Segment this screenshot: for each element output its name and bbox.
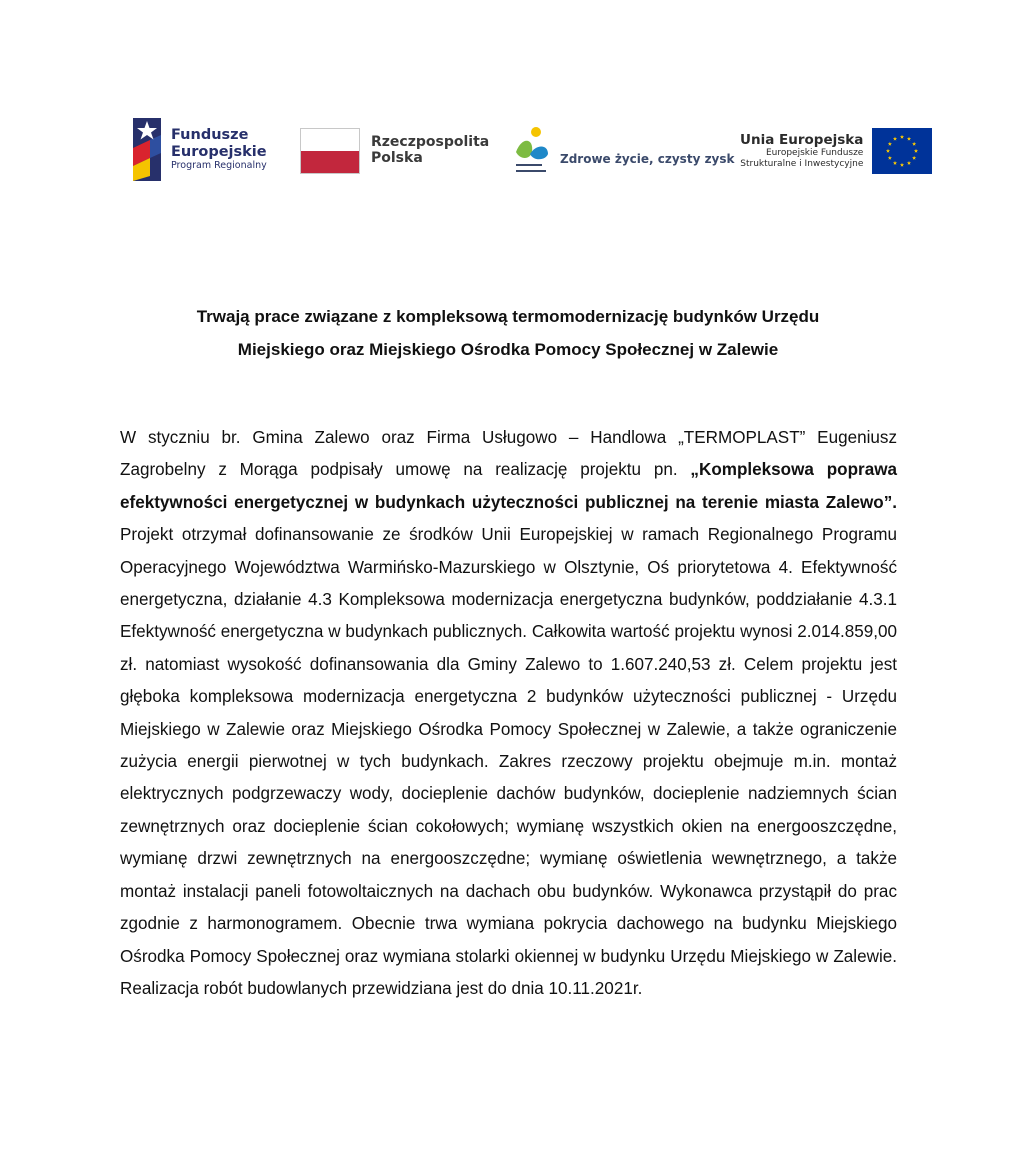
title-line-1: Trwają prace związane z kompleksową termomodernizację budynków Urzędu	[196, 307, 820, 326]
fe-line-1: Fundusze	[171, 127, 249, 144]
warmia-mazury-logo	[512, 126, 735, 176]
unia-europejska-wordmark	[740, 133, 863, 168]
warmia-mazury-emblem-icon	[512, 126, 552, 176]
rp-line-1: Rzeczpospolita	[371, 134, 490, 151]
ue-line-3: Strukturalne i Inwestycyjne	[740, 158, 864, 169]
ue-line-1: Unia Europejska	[740, 132, 864, 149]
fundusze-europejskie-emblem-icon	[133, 118, 161, 181]
eu-flag-icon	[872, 128, 932, 174]
document-title	[120, 300, 896, 366]
rzeczpospolita-polska-logo	[300, 128, 489, 174]
warmia-mazury-slogan: Zdrowe życie, czysty zysk	[560, 152, 735, 167]
fundusze-europejskie-logo	[133, 118, 267, 181]
fe-line-3: Program Regionalny	[171, 159, 267, 171]
fundusze-europejskie-wordmark	[171, 127, 267, 171]
fe-line-2: Europejskie	[171, 143, 267, 160]
rp-line-2: Polska	[371, 150, 423, 166]
ue-line-2: Europejskie Fundusze	[765, 148, 864, 159]
rzeczpospolita-polska-wordmark	[371, 135, 489, 166]
polish-flag-icon	[300, 128, 360, 174]
unia-europejska-logo	[740, 128, 932, 174]
project-name: „Kompleksowa poprawa efektywności energetycznej w budynkach użyteczności publicznej na terenie miasta Zalewo”.	[120, 460, 898, 512]
paragraph-rest: Projekt otrzymał dofinansowanie ze środków Unii Europejskiej w ramach Regionalnego Programu Operacyjnego Województwa Warmińsko-Mazurskiego w Olsztynie, Oś priorytetowa 4. Efektywność energetyczna, działanie 4.3 Kompleksowa modernizacja energetyczna budynków, poddziałanie 4.3.1 Efektywność energetyczna w budynkach publicznych. Całkowita wartość projektu wynosi 2.014.859,00 zł. natomiast wysokość dofinansowania dla Gminy Zalewo to 1.607.240,53 zł. Celem projektu jest głęboka kompleksowa modernizacja energetyczna 2 budynków użyteczności publicznej - Urzędu Miejskiego w Zalewie oraz Miejskiego Ośrodka Pomocy Społecznej w Zalewie, a także ograniczenie zużycia energii pierwotnej w tych budynkach. Zakres rzeczowy projektu obejmuje m.in. montaż elektrycznych podgrzewaczy wody, docieplenie dachów budynków, docieplenie nadziemnych ścian zewnętrznych oraz docieplenie ścian cokołowych; wymianę wszystkich okien na energooszczędne, wymianę drzwi zewnętrznych na energooszczędne; wymianę oświetlenia wewnętrznego, a także montaż instalacji paneli fotowoltaicznych na dachach obu budynków. Wykonawca przystąpił do prac zgodnie z harmonogramem. Obecnie trwa wymiana pokrycia dachowego na budynku Miejskiego Ośrodka Pomocy Społecznej oraz wymiana stolarki okiennej w budynku Urzędu Miejskiego w Zalewie. Realizacja robót budowlanych przewidziana jest do dnia 10.11.2021r.	[120, 525, 897, 998]
paragraph-intro: W styczniu br. Gmina Zalewo oraz Firma Usługowo – Handlowa „TERMOPLAST” Eugeniusz Zagrobelny z Morąga podpisały umowę na realizację projektu pn.	[120, 428, 897, 480]
document-body-paragraph	[120, 422, 897, 1005]
title-line-2: Miejskiego oraz Miejskiego Ośrodka Pomocy Społecznej w Zalewie	[237, 340, 779, 359]
